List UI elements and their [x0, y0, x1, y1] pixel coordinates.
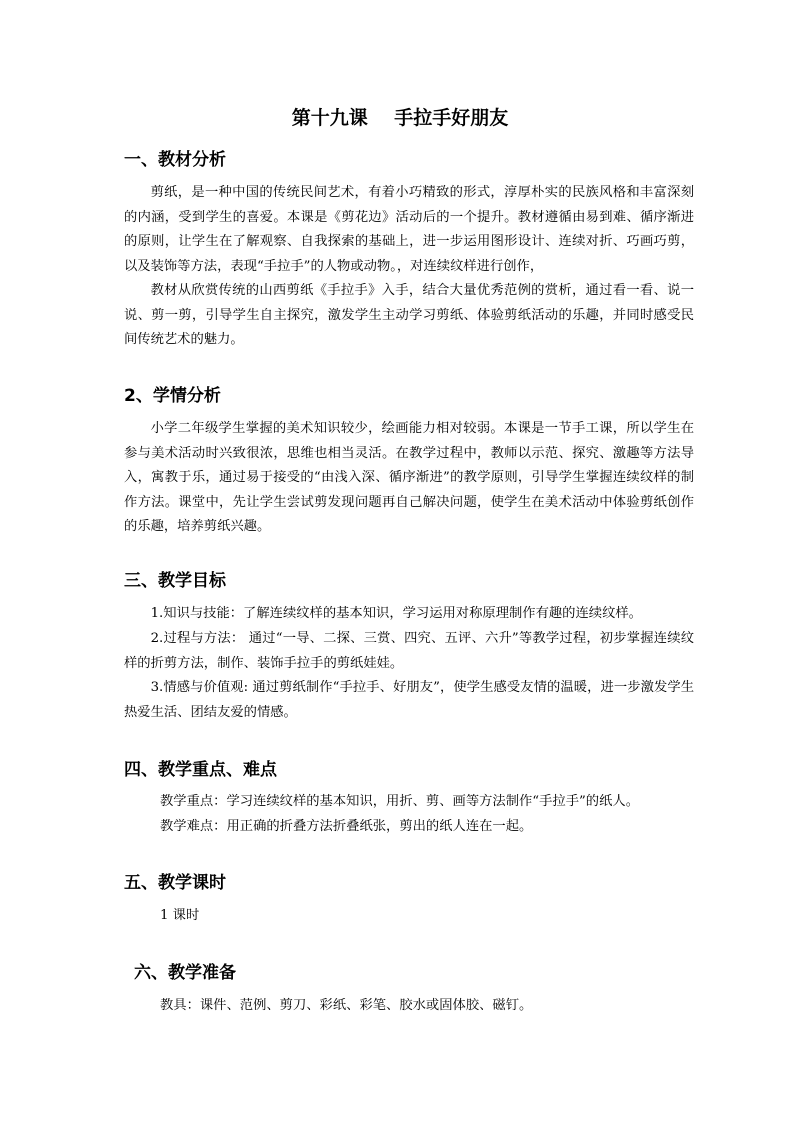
- heading-class-hours: 五、教学课时: [124, 873, 226, 893]
- goal-knowledge-skills: 1.知识与技能：了解连续纹样的基本知识，学习运用对称原理制作有趣的连续纹样。: [150, 606, 642, 621]
- lesson-title: 第十九课 手拉手好朋友: [291, 107, 509, 129]
- paragraph-textbook-analysis-2: 教材从欣赏传统的山西剪纸《手拉手》入手，结合大量优秀范例的赏析，通过看一看、说一说、剪一剪，引导学生自主探究，激发学生主动学习剪纸、体验剪纸活动的乐趣，并同时感受民间传统艺术的魅力。: [124, 283, 694, 347]
- key-point-line: 教学重点：学习连续纹样的基本知识，用折、剪、画等方法制作“手拉手”的纸人。: [160, 794, 639, 809]
- class-hours-value: 1 课时: [160, 908, 200, 923]
- paragraph-student-analysis: 小学二年级学生掌握的美术知识较少，绘画能力相对较弱。本课是一节手工课，所以学生在参与美术活动时兴致很浓，思维也相当灵活。在教学过程中，教师以示范、探究、激趣等方法导入，寓教于乐，通过易于接受的“由浅入深、循序渐进”的教学原则，引导学生掌握连续纹样的制作方法。课堂中，先让学生尝试剪发现问题再自己解决问题，使学生在美术活动中体验剪纸创作的乐趣，培养剪纸兴趣。: [124, 421, 694, 534]
- heading-teaching-goals: 三、教学目标: [124, 571, 226, 591]
- paragraph-textbook-analysis-1: 剪纸，是一种中国的传统民间艺术，有着小巧精致的形式，淳厚朴实的民族风格和丰富深刻的内涵，受到学生的喜爱。本课是《剪花边》活动后的一个提升。教材遵循由易到难、循序渐进的原则，让学生在了解观察、自我探索的基础上，进一步运用图形设计、连续对折、巧画巧剪，以及装饰等方法，表现“手拉手”的人物或动物。，对连续纹样进行创作，: [124, 185, 694, 274]
- difficult-point-line: 教学难点：用正确的折叠方法折叠纸张，剪出的纸人连在一起。: [160, 819, 533, 834]
- heading-teaching-preparation: 六、教学准备: [134, 963, 236, 983]
- teaching-aids-line: 教具：课件、范例、剪刀、彩纸、彩笔、胶水或固体胶、磁钉。: [160, 998, 533, 1013]
- heading-key-difficult-points: 四、教学重点、难点: [124, 760, 277, 780]
- goal-emotion-values: 3.情感与价值观: 通过剪纸制作“手拉手、好朋友”，使学生感受友情的温暖，进一步激发学生热爱生活、团结友爱的情感。: [124, 680, 694, 720]
- heading-textbook-analysis: 一、教材分析: [124, 150, 226, 170]
- heading-student-analysis: 2、学情分析: [124, 386, 221, 406]
- goal-process-methods: 2.过程与方法： 通过“一导、二探、三赏、四究、五评、六升”等教学过程，初步掌握连续纹样的折剪方法，制作、装饰手拉手的剪纸娃娃。: [124, 631, 694, 671]
